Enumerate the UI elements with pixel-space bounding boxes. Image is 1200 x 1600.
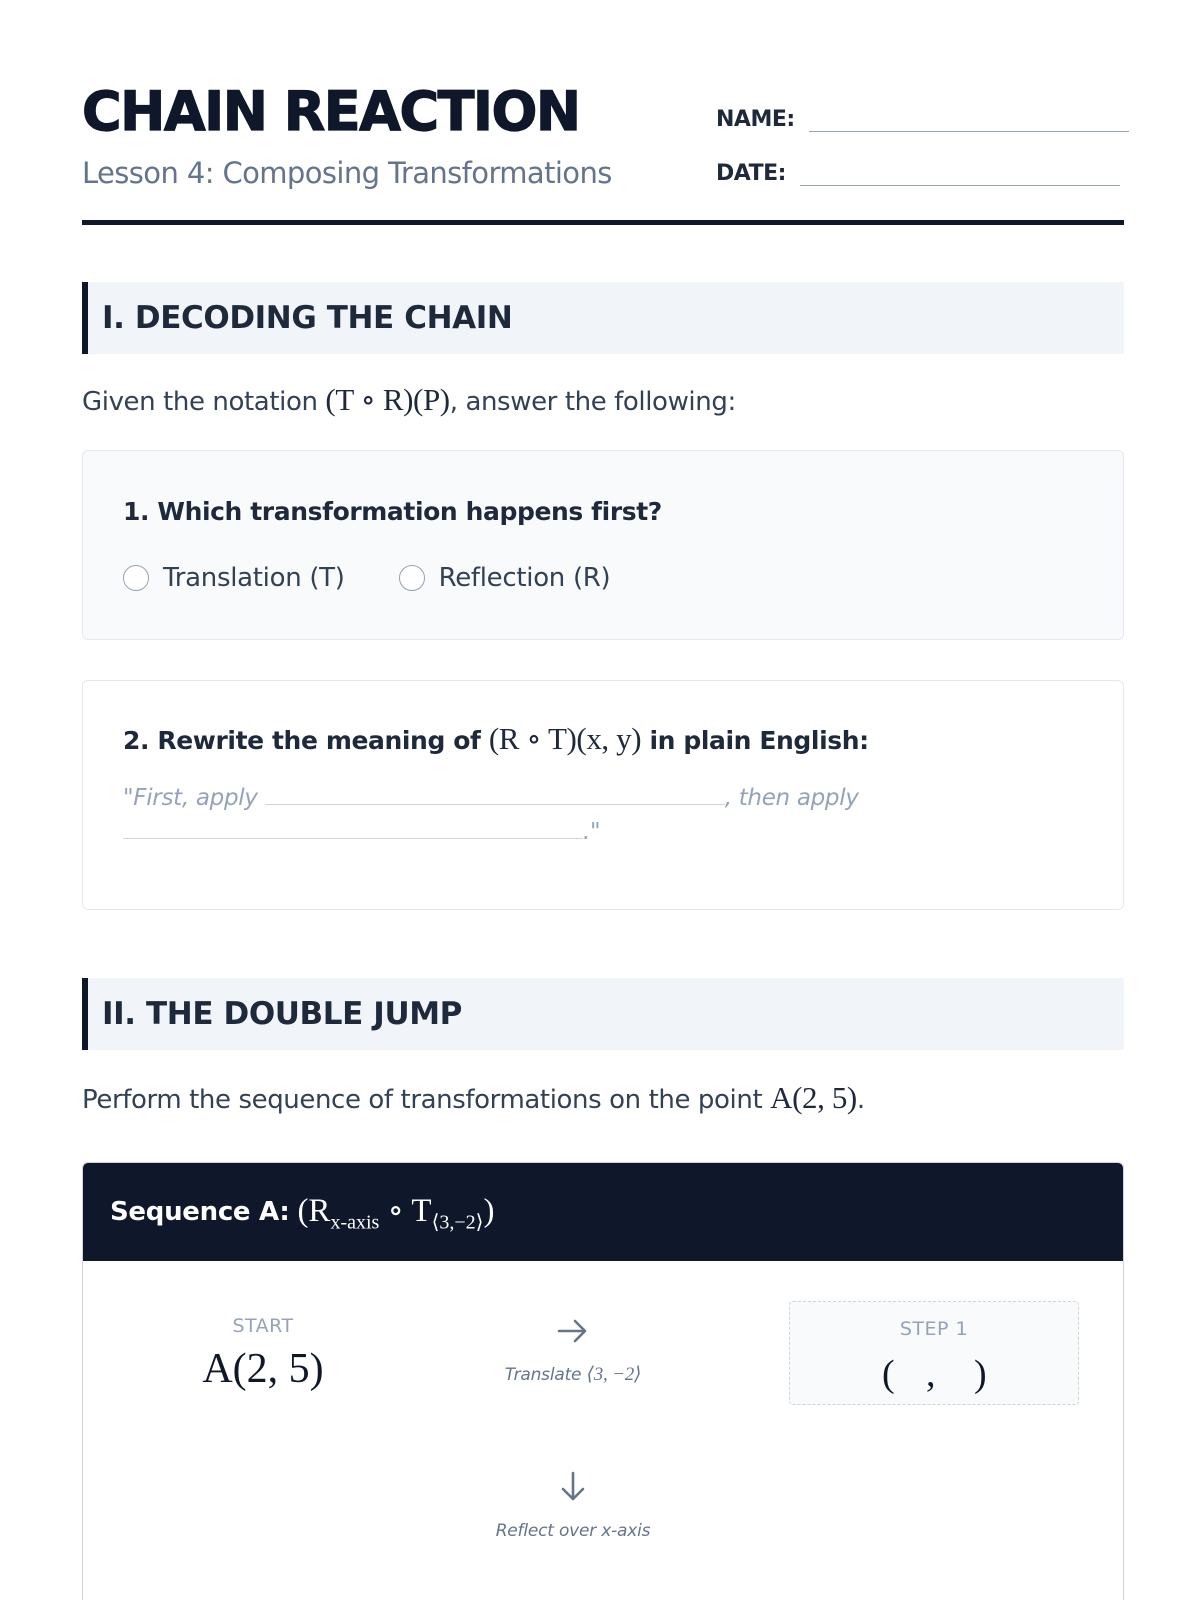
arrow-right-icon <box>555 1313 591 1349</box>
date-input-line[interactable] <box>800 158 1120 186</box>
arrow-down-icon <box>555 1469 591 1505</box>
prompt-start: "First, apply <box>123 785 265 811</box>
section-1-intro <box>82 382 736 418</box>
step-1-label: STEP 1 <box>899 1318 969 1340</box>
section-1-heading: I. DECODING THE CHAIN <box>102 300 513 336</box>
sequence-a-header <box>83 1163 1123 1261</box>
start-label: START <box>232 1315 294 1337</box>
question-2-title <box>123 721 869 757</box>
lesson-subtitle: Lesson 4: Composing Transformations <box>82 156 612 190</box>
answer-prompt <box>123 781 863 849</box>
date-label: DATE: <box>716 161 786 186</box>
date-field-row <box>716 158 1120 186</box>
question-2-card <box>82 680 1124 910</box>
name-label: NAME: <box>716 107 795 132</box>
step-1-answer-box[interactable] <box>789 1301 1079 1405</box>
section-2-heading: II. THE DOUBLE JUMP <box>102 996 462 1032</box>
intro-text: Given the notation <box>82 387 326 417</box>
radio-empty-icon[interactable] <box>123 565 149 591</box>
question-1-title: 1. Which transformation happens first? <box>123 497 662 526</box>
sequence-a-panel <box>82 1162 1124 1600</box>
seq-math-open: (R <box>297 1192 331 1229</box>
intro-text-end: , answer the following: <box>449 387 736 417</box>
name-input-line[interactable] <box>809 104 1129 132</box>
intro-text-end: . <box>856 1085 865 1115</box>
option-reflection[interactable] <box>399 563 611 593</box>
arrow-1-caption <box>473 1363 673 1386</box>
worksheet-title: CHAIN REACTION <box>82 80 580 143</box>
notation-math: (T ∘ R)(P) <box>325 382 450 417</box>
sequence-math <box>297 1190 494 1235</box>
question-2-title-end: in plain English: <box>641 726 869 755</box>
prompt-middle: , then apply <box>724 785 859 811</box>
question-1-card <box>82 450 1124 640</box>
composition-math: (R ∘ T)(x, y) <box>488 721 642 756</box>
option-label: Translation (T) <box>163 563 345 593</box>
step-1-comma: , <box>926 1353 936 1395</box>
name-field-row <box>716 104 1129 132</box>
section-2-intro <box>82 1080 865 1116</box>
option-translation[interactable] <box>123 563 345 593</box>
question-1-options <box>123 563 664 593</box>
section-2-header <box>82 978 1124 1050</box>
section-1-header <box>82 282 1124 354</box>
arrow-1-caption-math: ⟨3, −2⟩ <box>586 1364 642 1385</box>
radio-empty-icon[interactable] <box>399 565 425 591</box>
point-math: A(2, 5) <box>770 1080 857 1115</box>
start-value: A(2, 5) <box>202 1346 324 1392</box>
arrow-2-caption: Reflect over x-axis <box>495 1521 651 1541</box>
sequence-label: Sequence A: <box>110 1197 290 1227</box>
answer-blank-2[interactable] <box>123 817 583 839</box>
option-label: Reflection (R) <box>438 563 611 593</box>
seq-math-sub2: ⟨3,−2⟩ <box>431 1211 484 1234</box>
seq-math-close: ) <box>483 1192 495 1229</box>
seq-math-mid: ∘ T <box>379 1192 432 1229</box>
question-2-title-text: 2. Rewrite the meaning of <box>123 726 489 755</box>
intro-text: Perform the sequence of transformations on the point <box>82 1085 771 1115</box>
answer-blank-1[interactable] <box>265 783 725 805</box>
prompt-end: ." <box>583 819 601 845</box>
seq-math-sub1: x-axis <box>330 1211 380 1234</box>
step-1-open-paren: ( <box>882 1353 895 1395</box>
arrow-1-caption-text: Translate <box>504 1365 587 1385</box>
header-divider <box>82 220 1124 225</box>
step-1-close-paren: ) <box>974 1353 987 1395</box>
